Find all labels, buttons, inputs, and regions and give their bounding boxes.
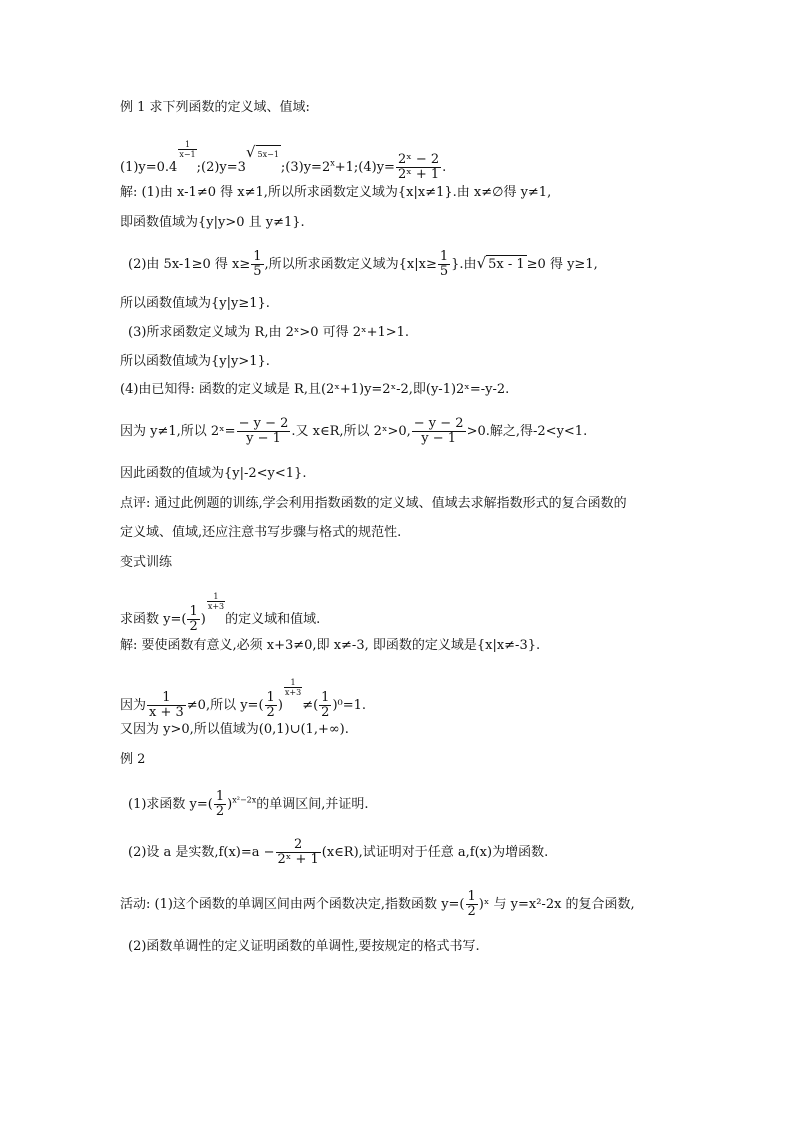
fraction: $\frac{1}{2}$ bbox=[321, 690, 330, 720]
comment-line: 定义域、值域,还应注意书写步骤与格式的规范性. bbox=[120, 525, 402, 540]
section-heading: 变式训练 bbox=[120, 555, 173, 570]
exercise-problem: 求函数 y=( $\frac{1}{2}$ ) $\frac{1}{x+3}$ 的定义域和值域. bbox=[120, 592, 321, 634]
radical-sign: √ bbox=[476, 254, 487, 272]
solution-line: 因为 $\frac{1}{x + 3}$ ≠0,所以 y=( $\frac{1}{2}$ ) $\frac{1}{x+3}$ ≠( $\frac{1}{2}$ )⁰=1. bbox=[120, 678, 367, 720]
fraction: $\frac{- y - 2}{y - 1}$ bbox=[413, 416, 464, 446]
solution-line: 因为 y≠1,所以 2ˣ= $\frac{- y - 2}{y - 1}$ .又 x∈R,所以 2ˣ>0, $\frac{- y - 2}{y - 1}$ >0.解之,得-2<y<1. bbox=[120, 416, 588, 446]
solution-line: (3)所求函数定义域为 R,由 2ˣ>0 可得 2ˣ+1>1. bbox=[128, 325, 410, 340]
comment-line: 点评: 通过此例题的训练,学会利用指数函数的定义域、值域去求解指数形式的复合函数的 bbox=[120, 496, 627, 511]
fraction: $\frac{1}{5}$ bbox=[439, 249, 449, 279]
fraction: $\frac{\text{2ˣ − 2}}{\text{2ˣ + 1}}$ bbox=[397, 152, 440, 182]
fraction: $\frac{1}{2}$ bbox=[266, 690, 275, 720]
activity-line: (2)函数单调性的定义证明函数的单调性,要按规定的格式书写. bbox=[128, 939, 480, 954]
fraction: $\frac{1}{5}$ bbox=[253, 249, 262, 279]
solution-line: 又因为 y>0,所以值域为(0,1)∪(1,+∞). bbox=[120, 722, 349, 737]
exponent-radical: √ 5x−1 bbox=[246, 150, 281, 159]
example2-problem: (1)求函数 y=( $\frac{1}{2}$ )$^{x^2-2x}$的单调区间,并证明. bbox=[128, 789, 369, 819]
solution-line: 解: (1)由 x-1≠0 得 x≠1,所以所求函数定义域为{x|x≠1}.由 x≠∅得 y≠1, bbox=[120, 185, 552, 200]
activity-line: 活动: (1)这个函数的单调区间由两个函数决定,指数函数 y=( $\frac{1}{2}$ )ˣ 与 y=x²-2x 的复合函数, bbox=[120, 889, 635, 919]
fraction: $\frac{1}{2}$ bbox=[189, 604, 198, 634]
example1-problems: (1)y=0.4 $\frac{1}{x-1}$ $;(2)y=3^{√ 5x-1};(3)y=2^x+1;(4)y=$ $\frac{\text{2ˣ − 2}}{\text{2ˣ + 1}}$ . bbox=[120, 140, 447, 182]
fraction: $\frac{- y - 2}{y - 1}$ bbox=[238, 416, 289, 446]
fraction: $\frac{2}{\text{2ˣ + 1}}$ bbox=[277, 837, 319, 867]
example1-heading: 例 1 求下列函数的定义域、值域: bbox=[120, 100, 310, 115]
fraction: $\frac{1}{2}$ bbox=[467, 889, 476, 919]
solution-line: 所以函数值域为{y|y≥1}. bbox=[120, 296, 270, 311]
fraction: $\frac{1}{x + 3}$ bbox=[149, 690, 184, 720]
example2-heading: 例 2 bbox=[120, 752, 146, 767]
example2-problem: (2)设 a 是实数,f(x)=a − $\frac{2}{\text{2ˣ + 1}}$ (x∈R),试证明对于任意 a,f(x)为增函数. bbox=[128, 837, 549, 867]
solution-line: (4)由已知得: 函数的定义域是 R,且(2ˣ+1)y=2ˣ-2,即(y-1)2ˣ=-y-2. bbox=[120, 382, 510, 397]
exponent-fraction: $\frac{1}{x+3}$ bbox=[284, 678, 302, 697]
fraction: $\frac{1}{2}$ bbox=[215, 789, 225, 819]
exponent-fraction: $\frac{1}{x-1}$ bbox=[179, 140, 196, 159]
solution-line: 即函数值域为{y|y>0 且 y≠1}. bbox=[120, 215, 305, 230]
solution-line: (2)由 5x-1≥0 得 x≥ $\frac{1}{5}$ ,所以所求函数定义域为{x|x≥ $\frac{1}{5}$ }.由√ 5x - 1 ≥0 得 y≥1, bbox=[128, 249, 598, 279]
solution-line: 因此函数的值域为{y|-2<y<1}. bbox=[120, 466, 307, 481]
exponent-fraction: $\frac{1}{x+3}$ bbox=[207, 592, 225, 611]
solution-line: 解: 要使函数有意义,必须 x+3≠0,即 x≠-3, 即函数的定义域是{x|x≠-3}. bbox=[120, 638, 541, 653]
solution-line: 所以函数值域为{y|y>1}. bbox=[120, 354, 270, 369]
